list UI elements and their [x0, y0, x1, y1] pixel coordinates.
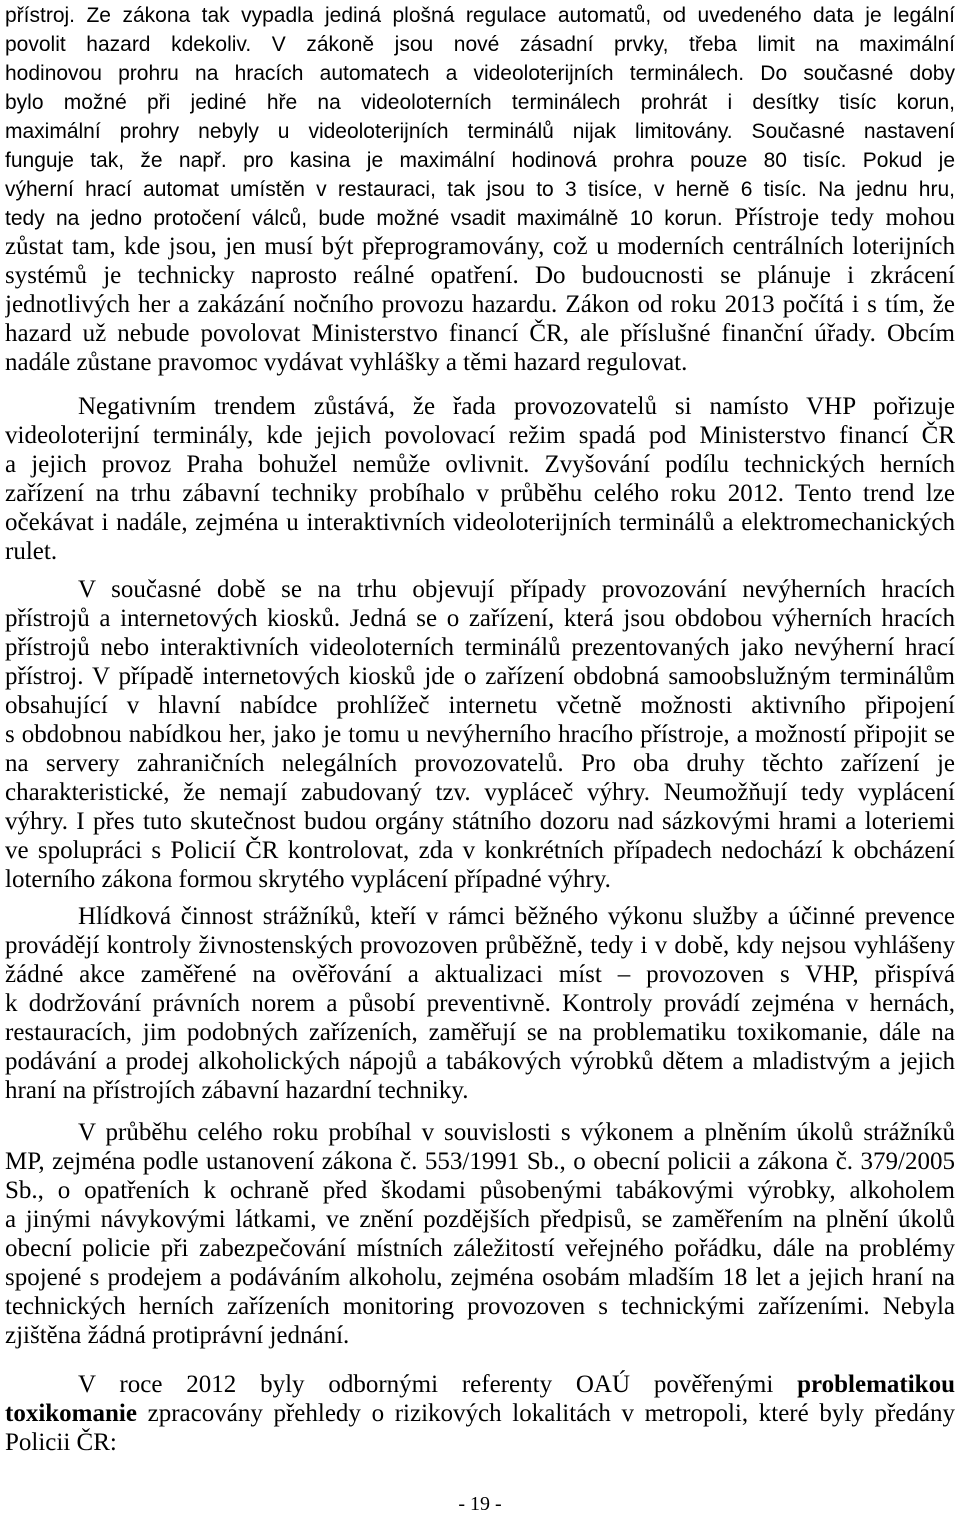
bold-text: problematikou — [797, 1371, 955, 1398]
text-run: maximální prohry nebyly u videoloterijních terminálů nijak limitovány. Současné nastavení — [5, 120, 955, 143]
paragraph — [5, 1370, 955, 1457]
text-run: Hlídková činnost strážníků, kteří v rámci běžného výkonu služby a účinné prevence — [78, 903, 955, 930]
text-run: přístroj. Ze zákona tak vypadla jediná plošná regulace automatů, od uvedeného data je legální — [5, 4, 955, 27]
text-run: hazard už nebude povolovat Ministerstvo financí ČR, ale příslušné finanční úřady. Obcím — [5, 320, 955, 347]
text-line — [5, 778, 955, 807]
page-number: - 19 - — [458, 1493, 502, 1513]
text-line — [5, 1399, 955, 1428]
text-run: Policii ČR: — [5, 1429, 117, 1456]
text-run: výhry. I přes tuto skutečnost budou orgány státního dozoru nad sázkovými hrami a loteriemi — [5, 808, 955, 835]
text-line — [5, 87, 955, 116]
text-line — [5, 1118, 955, 1147]
text-run: technických herních zařízeních monitoring provozoven s technickými zařízeními. Nebyla — [5, 1293, 955, 1320]
text-run: hodinovou prohru na hracích automatech a videoloterijních terminálech. Do současné doby — [5, 62, 955, 85]
text-run: s obdobnou nabídkou her, jako je tomu u nevýherního hracího přístroje, a možností připojit se — [5, 721, 955, 748]
text-line — [5, 1047, 955, 1076]
text-line — [5, 261, 955, 290]
text-line — [5, 116, 955, 145]
text-run: obsahující v hlavní nabídce prohlížeč internetu včetně možnosti aktivního připojení — [5, 692, 955, 719]
text-run: systémů je technicky naprosto reálné opatření. Do budoucnosti se plánuje i zkrácení — [5, 262, 955, 289]
text-line — [5, 0, 955, 29]
text-line — [5, 174, 955, 203]
text-line — [5, 633, 955, 662]
text-run: zařízení na trhu zábavní techniky probíhalo v průběhu celého roku 2012. Tento trend lze — [5, 480, 955, 507]
text-line — [5, 1234, 955, 1263]
paragraph — [5, 392, 955, 566]
text-run: restauracích, jim podobných zařízeních, zaměřují se na problematiku toxikomanie, dále na — [5, 1019, 955, 1046]
text-line — [5, 604, 955, 633]
text-run: zjištěna žádná protiprávní jednání. — [5, 1322, 350, 1349]
text-run: V roce 2012 byly odbornými referenty OAÚ pověřenými — [78, 1371, 798, 1398]
text-line — [5, 931, 955, 960]
text-run: bylo možné při jediné hře na videoloterních terminálech prohrát i desítky tisíc korun, — [5, 91, 955, 114]
text-run: Přístroje tedy mohou — [722, 204, 955, 231]
paragraph — [5, 575, 955, 894]
text-run: podávání a prodej alkoholických nápojů a tabákových výrobků dětem a mladistvým a jejich — [5, 1048, 955, 1075]
text-run: Negativním trendem zůstává, že řada provozovatelů si namísto VHP pořizuje — [78, 393, 955, 420]
text-run: spojené s prodejem a podáváním alkoholu, zejména osobám mladším 18 let a jejich hraní na — [5, 1264, 955, 1291]
text-run: nadále zůstane pravomoc vydávat vyhlášky a těmi hazard regulovat. — [5, 349, 688, 376]
bold-text: toxikomanie — [5, 1400, 137, 1427]
text-line — [5, 29, 955, 58]
text-run: ve spolupráci s Policií ČR kontrolovat, zda v konkrétních případech nedochází k obcházení — [5, 837, 955, 864]
text-run: MP, zejména podle ustanovení zákona č. 553/1991 Sb., o obecní policii a zákona č. 379/2005 — [5, 1148, 955, 1175]
text-run: V současné době se na trhu objevují případy provozování nevýherních hracích — [78, 576, 955, 603]
text-line — [5, 1018, 955, 1047]
text-run: přístrojů a internetových kiosků. Jedná se o zařízení, která jsou obdobou výherních hracích — [5, 605, 955, 632]
text-line — [5, 902, 955, 931]
text-line — [5, 1176, 955, 1205]
text-run: a jejich provoz Praha bohužel nemůže ovlivnit. Zvyšování podílu technických herních — [5, 451, 955, 478]
text-line — [5, 203, 955, 232]
text-line — [5, 1147, 955, 1176]
text-line — [5, 836, 955, 865]
text-run: očekávat i nadále, zejména u interaktivních videoloterijních terminálů a elektromechanických — [5, 509, 955, 536]
text-line — [5, 421, 955, 450]
text-run: V průběhu celého roku probíhal v souvislosti s výkonem a plněním úkolů strážníků — [78, 1119, 955, 1146]
text-line — [5, 479, 955, 508]
text-line — [5, 348, 955, 377]
text-line — [5, 1263, 955, 1292]
text-line — [5, 1292, 955, 1321]
text-line — [5, 1076, 955, 1105]
text-line — [5, 450, 955, 479]
text-line — [5, 749, 955, 778]
text-line — [5, 232, 955, 261]
text-run: povolit hazard kdekoliv. V zákoně jsou nové zásadní prvky, třeba limit na maximální — [5, 33, 955, 56]
text-run: loterního zákona formou skrytého vyplácení případné výhry. — [5, 866, 611, 893]
paragraph — [5, 902, 955, 1105]
text-line — [5, 290, 955, 319]
text-run: na servery zahraničních nelegálních provozovatelů. Pro oba druhy těchto zařízení je — [5, 750, 955, 777]
text-run: přístroj. V případě internetových kiosků jde o zařízení obdobná samoobslužným terminálům — [5, 663, 955, 690]
text-line — [5, 575, 955, 604]
paragraph — [5, 1118, 955, 1350]
text-run: obecní policie při zabezpečování místních záležitostí veřejného pořádku, dále na problémy — [5, 1235, 955, 1262]
text-line — [5, 1321, 955, 1350]
text-run: výherní hrací automat umístěn v restauraci, tak jsou to 3 tisíce, v herně 6 tisíc. Na jednu hru, — [5, 178, 955, 201]
text-run: a jinými návykovými látkami, ve znění pozdějších předpisů, se zaměřením na plnění úkolů — [5, 1206, 955, 1233]
text-line — [5, 145, 955, 174]
text-run: zpracovány přehledy o rizikových lokalitách v metropoli, které byly předány — [136, 1400, 955, 1427]
text-line — [5, 662, 955, 691]
text-run: zůstat tam, kde jsou, jen musí být přeprogramovány, což u moderních centrálních loterijních — [5, 233, 955, 260]
text-line — [5, 319, 955, 348]
text-line — [5, 807, 955, 836]
text-run: funguje tak, že např. pro kasina je maximální hodinová prohra pouze 80 tisíc. Pokud je — [5, 149, 955, 172]
text-line — [5, 537, 955, 566]
text-line — [5, 1370, 955, 1399]
text-line — [5, 1428, 955, 1457]
text-run: videoloterijní terminály, kde jejich povolovací režim spadá pod Ministerstvo financí ČR — [5, 422, 955, 449]
text-run: žádné akce zaměřené na ověřování a aktualizaci míst – provozoven s VHP, přispívá — [5, 961, 955, 988]
text-line — [5, 720, 955, 749]
text-run: k dodržování právních norem a působí preventivně. Kontroly provádí zejména v hernách, — [5, 990, 955, 1017]
paragraph — [5, 0, 955, 377]
text-line — [5, 865, 955, 894]
text-line — [5, 989, 955, 1018]
text-line — [5, 691, 955, 720]
text-line — [5, 1205, 955, 1234]
text-run: přístrojů nebo interaktivních videoloterních terminálů prezentovaných jako nevýherní hrací — [5, 634, 955, 661]
text-run: tedy na jedno protočení válců, bude možné vsadit maximálně 10 korun. — [5, 207, 723, 230]
text-run: Sb., o opatřeních k ochraně před škodami působenými tabákovými výrobky, alkoholem — [5, 1177, 955, 1204]
text-line — [5, 960, 955, 989]
text-run: charakteristické, že nemají zabudovaný tzv. vypláceč výhry. Neumožňují tedy vyplácení — [5, 779, 955, 806]
text-run: jednotlivých her a zakázání nočního provozu hazardu. Zákon od roku 2013 počítá i s tím, že — [5, 291, 955, 318]
text-run: provádějí kontroly živnostenských provozoven průběžně, tedy i v době, kdy nejsou vyhlášeny — [5, 932, 955, 959]
text-line — [5, 508, 955, 537]
text-line — [5, 392, 955, 421]
text-run: hraní na přístrojích zábavní hazardní techniky. — [5, 1077, 469, 1104]
text-run: rulet. — [5, 538, 58, 565]
text-line — [5, 58, 955, 87]
